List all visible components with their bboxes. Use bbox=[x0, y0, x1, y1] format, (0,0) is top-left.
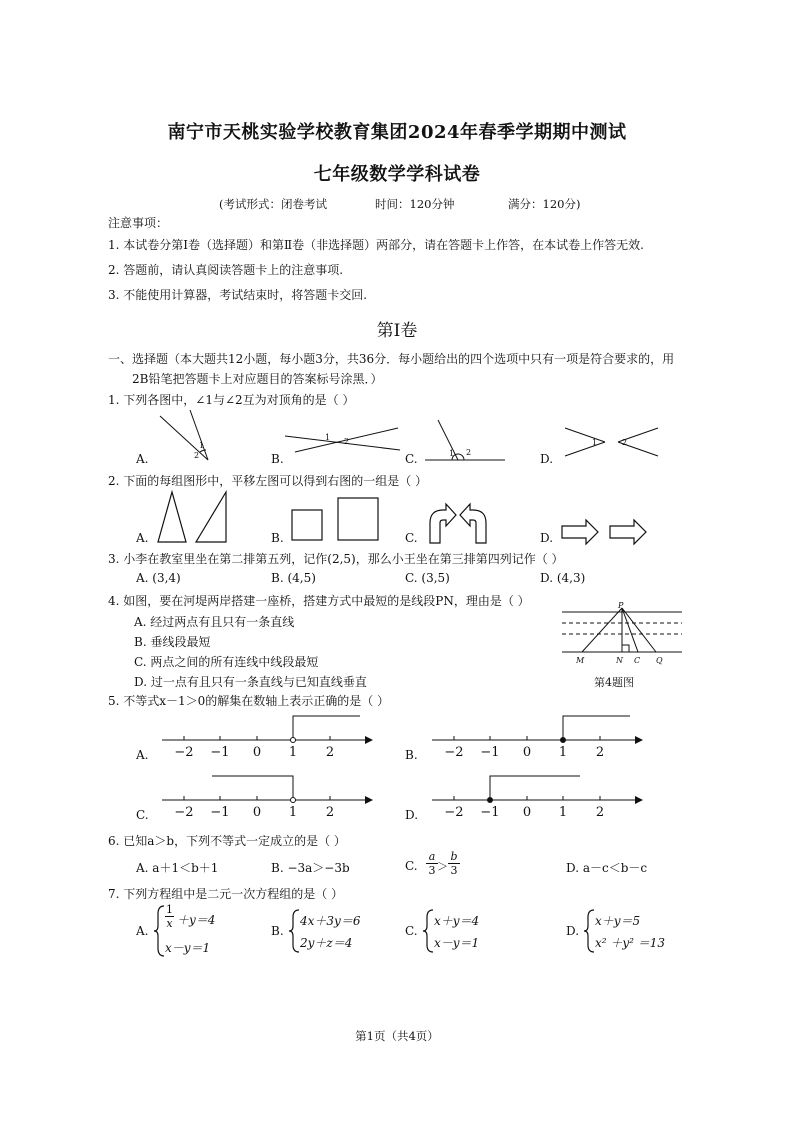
q7-label-b: B. bbox=[271, 924, 284, 938]
svg-text:2: 2 bbox=[344, 437, 350, 446]
tick-label: 1 bbox=[558, 805, 568, 820]
q6-c-fraction-b bbox=[448, 850, 460, 877]
q3-option-c: C. (3,5) bbox=[405, 571, 450, 585]
tick-label: 1 bbox=[558, 745, 568, 760]
q7-d-line2: x² ＋y² ＝13 bbox=[595, 936, 666, 950]
q1-label-d: D. bbox=[540, 452, 554, 466]
tick-label: −1 bbox=[210, 745, 230, 760]
q7-a-frac-den: x bbox=[166, 917, 173, 930]
q6-option-b: B. −3a＞−3b bbox=[271, 861, 350, 875]
q7-d-brace bbox=[582, 908, 596, 954]
tick-label: 0 bbox=[252, 745, 262, 760]
q4-option-c: C. 两点之间的所有连线中线段最短 bbox=[134, 655, 319, 669]
section-title: 第Ⅰ卷 bbox=[376, 321, 418, 341]
q2-label-c: C. bbox=[405, 531, 418, 545]
svg-text:2: 2 bbox=[622, 438, 628, 447]
svg-text:1: 1 bbox=[325, 433, 331, 442]
q6-c-den-a: 3 bbox=[426, 863, 438, 877]
svg-text:1: 1 bbox=[592, 438, 598, 447]
q7-label-a: A. bbox=[136, 924, 149, 938]
q7-b-line1: 4x＋3y＝6 bbox=[300, 914, 361, 928]
q3-option-b: B. (4,5) bbox=[271, 571, 316, 585]
q7-c-line1: x＋y＝4 bbox=[434, 914, 480, 928]
tick-label: 0 bbox=[522, 745, 532, 760]
exam-time: 时间：120分钟 bbox=[375, 197, 455, 211]
q6-option-a: A. a＋1＜b＋1 bbox=[136, 861, 219, 875]
q6-c-den-b: 3 bbox=[448, 863, 460, 877]
q2-figure-b bbox=[292, 498, 378, 540]
section-intro-line1: 一、选择题（本大题共12小题，每小题3分，共36分．每小题给出的四个选项中只有一项是符合要求的，用 bbox=[108, 352, 675, 366]
q5-stem: 5. 不等式x－1＞0的解集在数轴上表示正确的是（ ） bbox=[108, 694, 390, 708]
note-item-1: 1. 本试卷分第Ⅰ卷（选择题）和第Ⅱ卷（非选择题）两部分，请在答题卡上作答，在本试卷上作答无效. bbox=[108, 238, 644, 252]
q1-label-b: B. bbox=[271, 452, 284, 466]
q7-label-c: C. bbox=[405, 924, 418, 938]
q5-label-c: C. bbox=[136, 808, 149, 822]
tick-label: 0 bbox=[522, 805, 532, 820]
svg-text:2: 2 bbox=[194, 451, 200, 460]
svg-text:1: 1 bbox=[199, 441, 205, 450]
q1-figure-c bbox=[425, 420, 505, 460]
note-item-3: 3. 不能使用计算器，考试结束时，将答题卡交回. bbox=[108, 288, 368, 302]
exam-score: 满分：120分) bbox=[508, 197, 581, 211]
q5-label-d: D. bbox=[405, 808, 419, 822]
q1-label-a: A. bbox=[136, 452, 149, 466]
page-number: 第1页（共4页） bbox=[355, 1029, 439, 1043]
q2-stem: 2. 下面的每组图形中，平移左图可以得到右图的一组是（ ） bbox=[108, 474, 428, 488]
q6-stem: 6. 已知a＞b，下列不等式一定成立的是（ ） bbox=[108, 834, 346, 848]
q5-numberline-a bbox=[160, 712, 375, 764]
tick-label: −1 bbox=[480, 745, 500, 760]
q2-figures bbox=[150, 488, 770, 548]
q6-c-num-a: a bbox=[428, 850, 436, 863]
tick-label: −2 bbox=[444, 805, 464, 820]
tick-label: 1 bbox=[288, 805, 298, 820]
svg-text:2: 2 bbox=[466, 448, 472, 457]
q5-numberline-b bbox=[430, 712, 645, 764]
q1-figure-b bbox=[285, 428, 400, 452]
section-intro-line2: 2B铅笔把答题卡上对应题目的答案标号涂黑．） bbox=[132, 372, 383, 386]
q4-option-b: B. 垂线段最短 bbox=[134, 635, 211, 649]
exam-form: (考试形式：闭卷考试 bbox=[219, 197, 327, 211]
tick-label: −2 bbox=[444, 745, 464, 760]
q1-stem: 1. 下列各图中，∠1与∠2互为对顶角的是（ ） bbox=[108, 393, 355, 407]
q2-label-a: A. bbox=[136, 531, 149, 545]
q2-figure-a bbox=[158, 492, 226, 542]
q7-label-d: D. bbox=[566, 924, 580, 938]
q3-stem: 3. 小李在教室里坐在第二排第五列，记作(2,5)，那么小王坐在第三排第四列记作（ ） bbox=[108, 552, 564, 566]
q7-a-fraction bbox=[165, 903, 174, 930]
q5-label-b: B. bbox=[405, 748, 418, 762]
tick-label: −1 bbox=[210, 805, 230, 820]
q5-numberline-c bbox=[160, 772, 375, 824]
note-item-2: 2. 答题前，请认真阅读答题卡上的注意事项. bbox=[108, 263, 344, 277]
tick-label: 2 bbox=[595, 745, 605, 760]
q6-option-d: D. a－c＜b－c bbox=[566, 861, 648, 875]
tick-label: −1 bbox=[480, 805, 500, 820]
q4-figure-caption: 第4题图 bbox=[594, 676, 634, 689]
q5-numberline-d bbox=[430, 772, 645, 824]
tick-label: 0 bbox=[252, 805, 262, 820]
q3-option-d: D. (4,3) bbox=[540, 571, 586, 585]
q6-c-relation: ＞ bbox=[437, 860, 448, 873]
q7-stem: 7. 下列方程组中是二元一次方程组的是（ ） bbox=[108, 887, 344, 901]
exam-title: 南宁市天桃实验学校教育集团2024年春季学期期中测试 bbox=[167, 122, 627, 143]
tick-label: −2 bbox=[174, 805, 194, 820]
q2-figure-c bbox=[430, 504, 486, 543]
q7-b-brace bbox=[287, 908, 301, 954]
q7-c-brace bbox=[421, 908, 435, 954]
q7-a-line1-rest: ＋y＝4 bbox=[177, 913, 216, 927]
exam-subtitle: 七年级数学学科试卷 bbox=[313, 164, 481, 185]
tick-label: 2 bbox=[595, 805, 605, 820]
q7-a-line2: x－y＝1 bbox=[165, 941, 211, 955]
q1-label-c: C. bbox=[405, 452, 418, 466]
q4-stem: 4. 如图，要在河堤两岸搭建一座桥，搭建方式中最短的是线段PN，理由是（ ） bbox=[108, 594, 530, 608]
q1-figure-d bbox=[565, 428, 658, 456]
q2-label-d: D. bbox=[540, 531, 554, 545]
tick-label: 2 bbox=[325, 745, 335, 760]
tick-label: −2 bbox=[174, 745, 194, 760]
q4-label-p: P bbox=[618, 601, 624, 610]
tick-label: 1 bbox=[288, 745, 298, 760]
q5-label-a: A. bbox=[136, 748, 149, 762]
q7-d-line1: x＋y＝5 bbox=[595, 914, 641, 928]
q1-figures bbox=[150, 410, 750, 470]
tick-label: 2 bbox=[325, 805, 335, 820]
q4-option-d: D. 过一点有且只有一条直线与已知直线垂直 bbox=[134, 675, 367, 689]
q4-label-n: N bbox=[616, 656, 623, 665]
notes-heading: 注意事项： bbox=[108, 216, 169, 230]
q7-a-frac-num: 1 bbox=[166, 903, 173, 916]
svg-text:1: 1 bbox=[449, 449, 455, 458]
q6-c-num-b: b bbox=[450, 850, 458, 863]
q7-a-brace bbox=[152, 904, 166, 958]
q2-figure-d bbox=[562, 520, 646, 544]
q4-option-a: A. 经过两点有且只有一条直线 bbox=[134, 615, 295, 629]
q4-label-m: M bbox=[576, 656, 585, 665]
q7-c-line2: x－y＝1 bbox=[434, 936, 480, 950]
q4-label-q: Q bbox=[656, 656, 663, 665]
q4-label-c: C bbox=[634, 656, 641, 665]
q3-option-a: A. (3,4) bbox=[136, 571, 181, 585]
q4-figure bbox=[560, 600, 685, 668]
q7-b-line2: 2y＋z＝4 bbox=[300, 936, 353, 950]
q6-option-c-label: C. bbox=[405, 859, 418, 873]
q2-label-b: B. bbox=[271, 531, 284, 545]
q1-figure-a bbox=[160, 410, 208, 460]
